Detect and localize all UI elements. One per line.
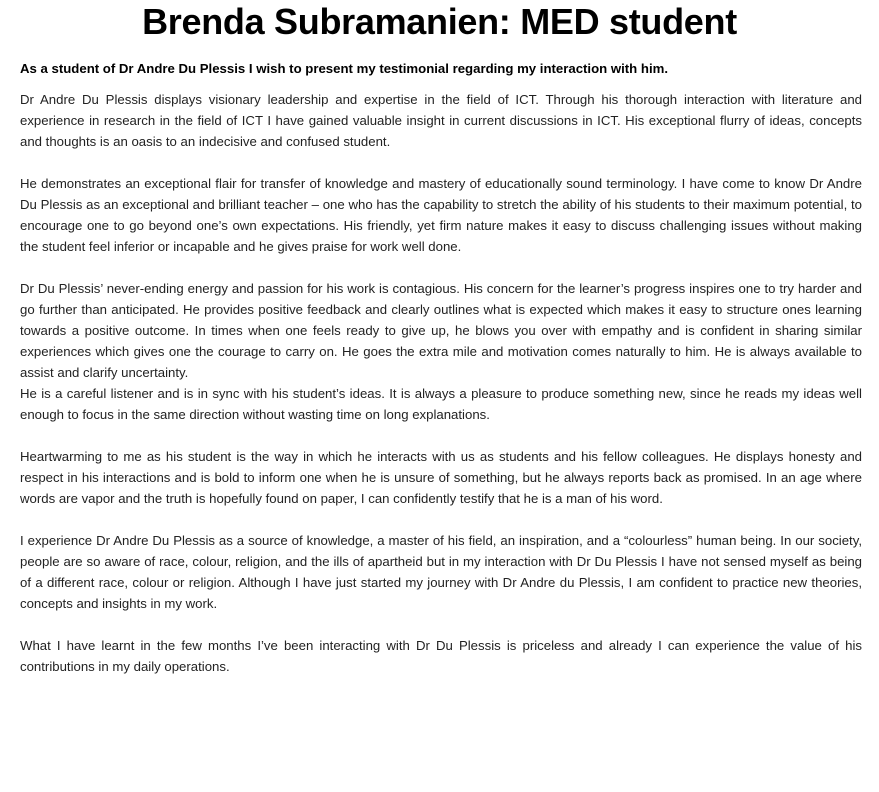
- paragraph-teaching: He demonstrates an exceptional flair for transfer of knowledge and mastery of educationally sound terminology. I have come to know Dr Andre Du Plessis as an exceptional and brilliant teacher – one who has the capability to stretch the ability of his students to their maximum potential, to encourage one to go beyond one’s own expectations. His friendly, yet firm nature makes it easy to discuss challenging issues without making the student feel inferior or incapable and he gives praise for work well done.: [20, 176, 862, 254]
- page-title: Brenda Subramanien: MED student: [142, 1, 737, 42]
- lead-statement: As a student of Dr Andre Du Plessis I wish to present my testimonial regarding my interaction with him.: [20, 61, 669, 76]
- paragraph-interaction: Heartwarming to me as his student is the way in which he interacts with us as students and his fellow colleagues. He displays honesty and respect in his interactions and is bold to inform one when he is unsure of something, but he always reports back as promised. In an age where words are vapor and the truth is hopefully found on paper, I can confidently testify that he is a man of his word.: [20, 449, 862, 506]
- paragraph-closing: What I have learnt in the few months I’ve been interacting with Dr Du Plessis is priceless and already I can experience the value of his contributions in my daily operations.: [20, 638, 862, 674]
- testimonial-body: [20, 58, 862, 698]
- paragraph-energy: Dr Du Plessis’ never-ending energy and passion for his work is contagious. His concern for the learner’s progress inspires one to try harder and go further than anticipated. He provides positive feedback and clearly outlines what is expected which makes it easy to structure ones learning towards a positive outcome. In times when one feels ready to give up, he blows you over with empathy and is confident in sharing similar experiences which gives one the courage to carry on. He goes the extra mile and motivation comes naturally to him. He is always available to assist and clarify uncertainty.: [20, 281, 862, 380]
- paragraph-colourless: I experience Dr Andre Du Plessis as a source of knowledge, a master of his field, an inspiration, and a “colourless” human being. In our society, people are so aware of race, colour, religion, and the ills of apartheid but in my interaction with Dr Du Plessis I have not sensed myself as being of a different race, colour or religion. Although I have just started my journey with Dr Andre du Plessis, I am confident to practice new theories, concepts and insights in my work.: [20, 533, 862, 611]
- paragraph-leadership: Dr Andre Du Plessis displays visionary leadership and expertise in the field of ICT. Through his thorough interaction with literature and experience in research in the field of ICT I have gained valuable insight in current discussions in ICT. His exceptional flurry of ideas, concepts and thoughts is an oasis to an indecisive and confused student.: [20, 92, 862, 149]
- paragraph-listener: He is a careful listener and is in sync with his student’s ideas. It is always a pleasure to produce something new, since he reads my ideas well enough to focus in the same direction without wasting time on long explanations.: [20, 386, 862, 422]
